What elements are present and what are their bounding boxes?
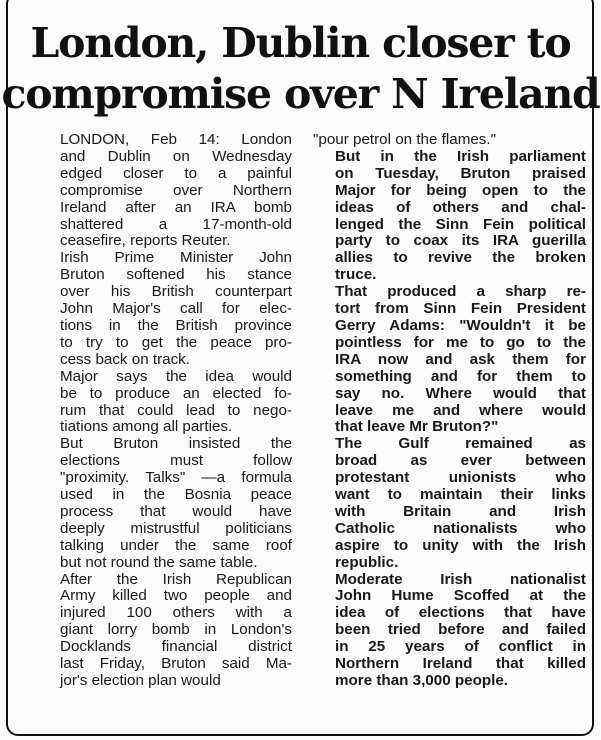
text-line: say no. Where would that [335, 384, 586, 402]
text-line: Major for being open to the [335, 181, 586, 199]
text-line: more than 3,000 people. [335, 672, 509, 689]
text-line: idea of elections that have [335, 604, 586, 622]
text-line: tiations among all parties. [60, 418, 233, 436]
text-line: Northern Ireland that killed [335, 655, 586, 673]
text-line: The Gulf remained as [335, 435, 586, 453]
article-column-left [38, 132, 292, 690]
text-line: pointless for me to go to the [335, 333, 586, 351]
text-line: After the Irish Republican [60, 570, 292, 588]
text-line: lenged the Sinn Fein political [335, 215, 586, 233]
article-paragraph [38, 436, 292, 571]
article-column-right [313, 132, 586, 690]
text-line: Gerry Adams: "Wouldn't it be [335, 316, 586, 334]
text-line: over his British counterpart [60, 283, 292, 301]
text-line: leave me and where would [335, 401, 586, 419]
text-line: used in the Bosnia peace [60, 486, 292, 504]
text-line: deeply mistrustful politicians [60, 519, 292, 537]
text-line: Major says the idea would [60, 367, 292, 385]
headline-line-2: compromise over N Ireland [1, 70, 600, 118]
text-line: republic. [335, 553, 399, 571]
text-line: ceasefire, reports Reuter. [60, 232, 231, 250]
text-line: Catholic nationalists who [335, 519, 586, 537]
text-line: tions in the British province [60, 316, 292, 334]
text-line: to try to get the peace pro- [60, 333, 292, 351]
text-line: compromise over Northern [60, 181, 292, 199]
text-line: been tried before and failed [335, 621, 586, 639]
text-line: Moderate Irish nationalist [335, 570, 586, 588]
text-line: But in the Irish parliament [335, 147, 586, 165]
article-paragraph [38, 132, 292, 250]
text-line: injured 100 others with a [60, 604, 292, 622]
text-line: Army killed two people and [60, 587, 292, 605]
headline [0, 18, 601, 120]
text-line: But Bruton insisted the [60, 435, 292, 453]
text-line: but not round the same table. [60, 553, 258, 571]
article-paragraph [38, 572, 292, 690]
paragraph-continuation [313, 132, 586, 149]
text-line: and Dublin on Wednesday [60, 147, 292, 165]
text-line: last Friday, Bruton said Ma- [60, 655, 292, 673]
article-paragraph [38, 369, 292, 437]
text-line: jor's election plan would [60, 672, 221, 689]
text-line: That produced a sharp re- [335, 283, 586, 301]
text-line: John Hume Scoffed at the [335, 587, 586, 605]
text-line: truce. [335, 266, 377, 284]
text-line: IRA now and ask them for [335, 350, 586, 368]
text-line: cess back on track. [60, 350, 190, 368]
text-line: aspire to unity with the Irish [335, 536, 586, 554]
text-line: allies to revive the broken [335, 249, 586, 267]
text-line: with Britain and Irish [335, 502, 586, 520]
article-paragraph [38, 250, 292, 368]
headline-line-1: London, Dublin closer to [30, 19, 571, 67]
article-paragraph [313, 572, 586, 690]
article-paragraph [313, 149, 586, 284]
article-paragraph [313, 284, 586, 436]
text-line: in 25 years of conflict in [335, 638, 586, 656]
text-line: process that would have [60, 502, 292, 520]
text-line: Docklands financial district [60, 638, 292, 656]
text-line: Bruton softened his stance [60, 266, 292, 284]
text-line: be to produce an elected fo- [60, 384, 292, 402]
text-line: want to maintain their links [335, 486, 586, 504]
text-line: edged closer to a painful [60, 164, 292, 182]
text-line: "proximity. Talks" —a formula [60, 469, 292, 487]
text-line: shattered a 17-month-old [60, 215, 292, 233]
text-line: something and for them to [335, 367, 586, 385]
text-line: protestant unionists who [335, 469, 586, 487]
text-line: John Major's call for elec- [60, 300, 292, 318]
text-line: party to coax its IRA guerilla [335, 232, 586, 250]
text-line: elections must follow [60, 452, 292, 470]
text-line: rum that could lead to nego- [60, 401, 292, 419]
text-line: giant lorry bomb in London's [60, 621, 292, 639]
text-line: LONDON, Feb 14: London [60, 131, 292, 148]
text-line: broad as ever between [335, 452, 586, 470]
text-line: Irish Prime Minister John [60, 249, 292, 267]
article-paragraph [313, 436, 586, 571]
text-line: ideas of others and chal- [335, 198, 586, 216]
text-line: that leave Mr Bruton?" [335, 418, 499, 436]
text-line: on Tuesday, Bruton praised [335, 164, 586, 182]
text-line: Ireland after an IRA bomb [60, 198, 292, 216]
text-line: tort from Sinn Fein President [335, 300, 586, 318]
text-line: "pour petrol on the flames." [313, 131, 497, 148]
text-line: talking under the same roof [60, 536, 292, 554]
